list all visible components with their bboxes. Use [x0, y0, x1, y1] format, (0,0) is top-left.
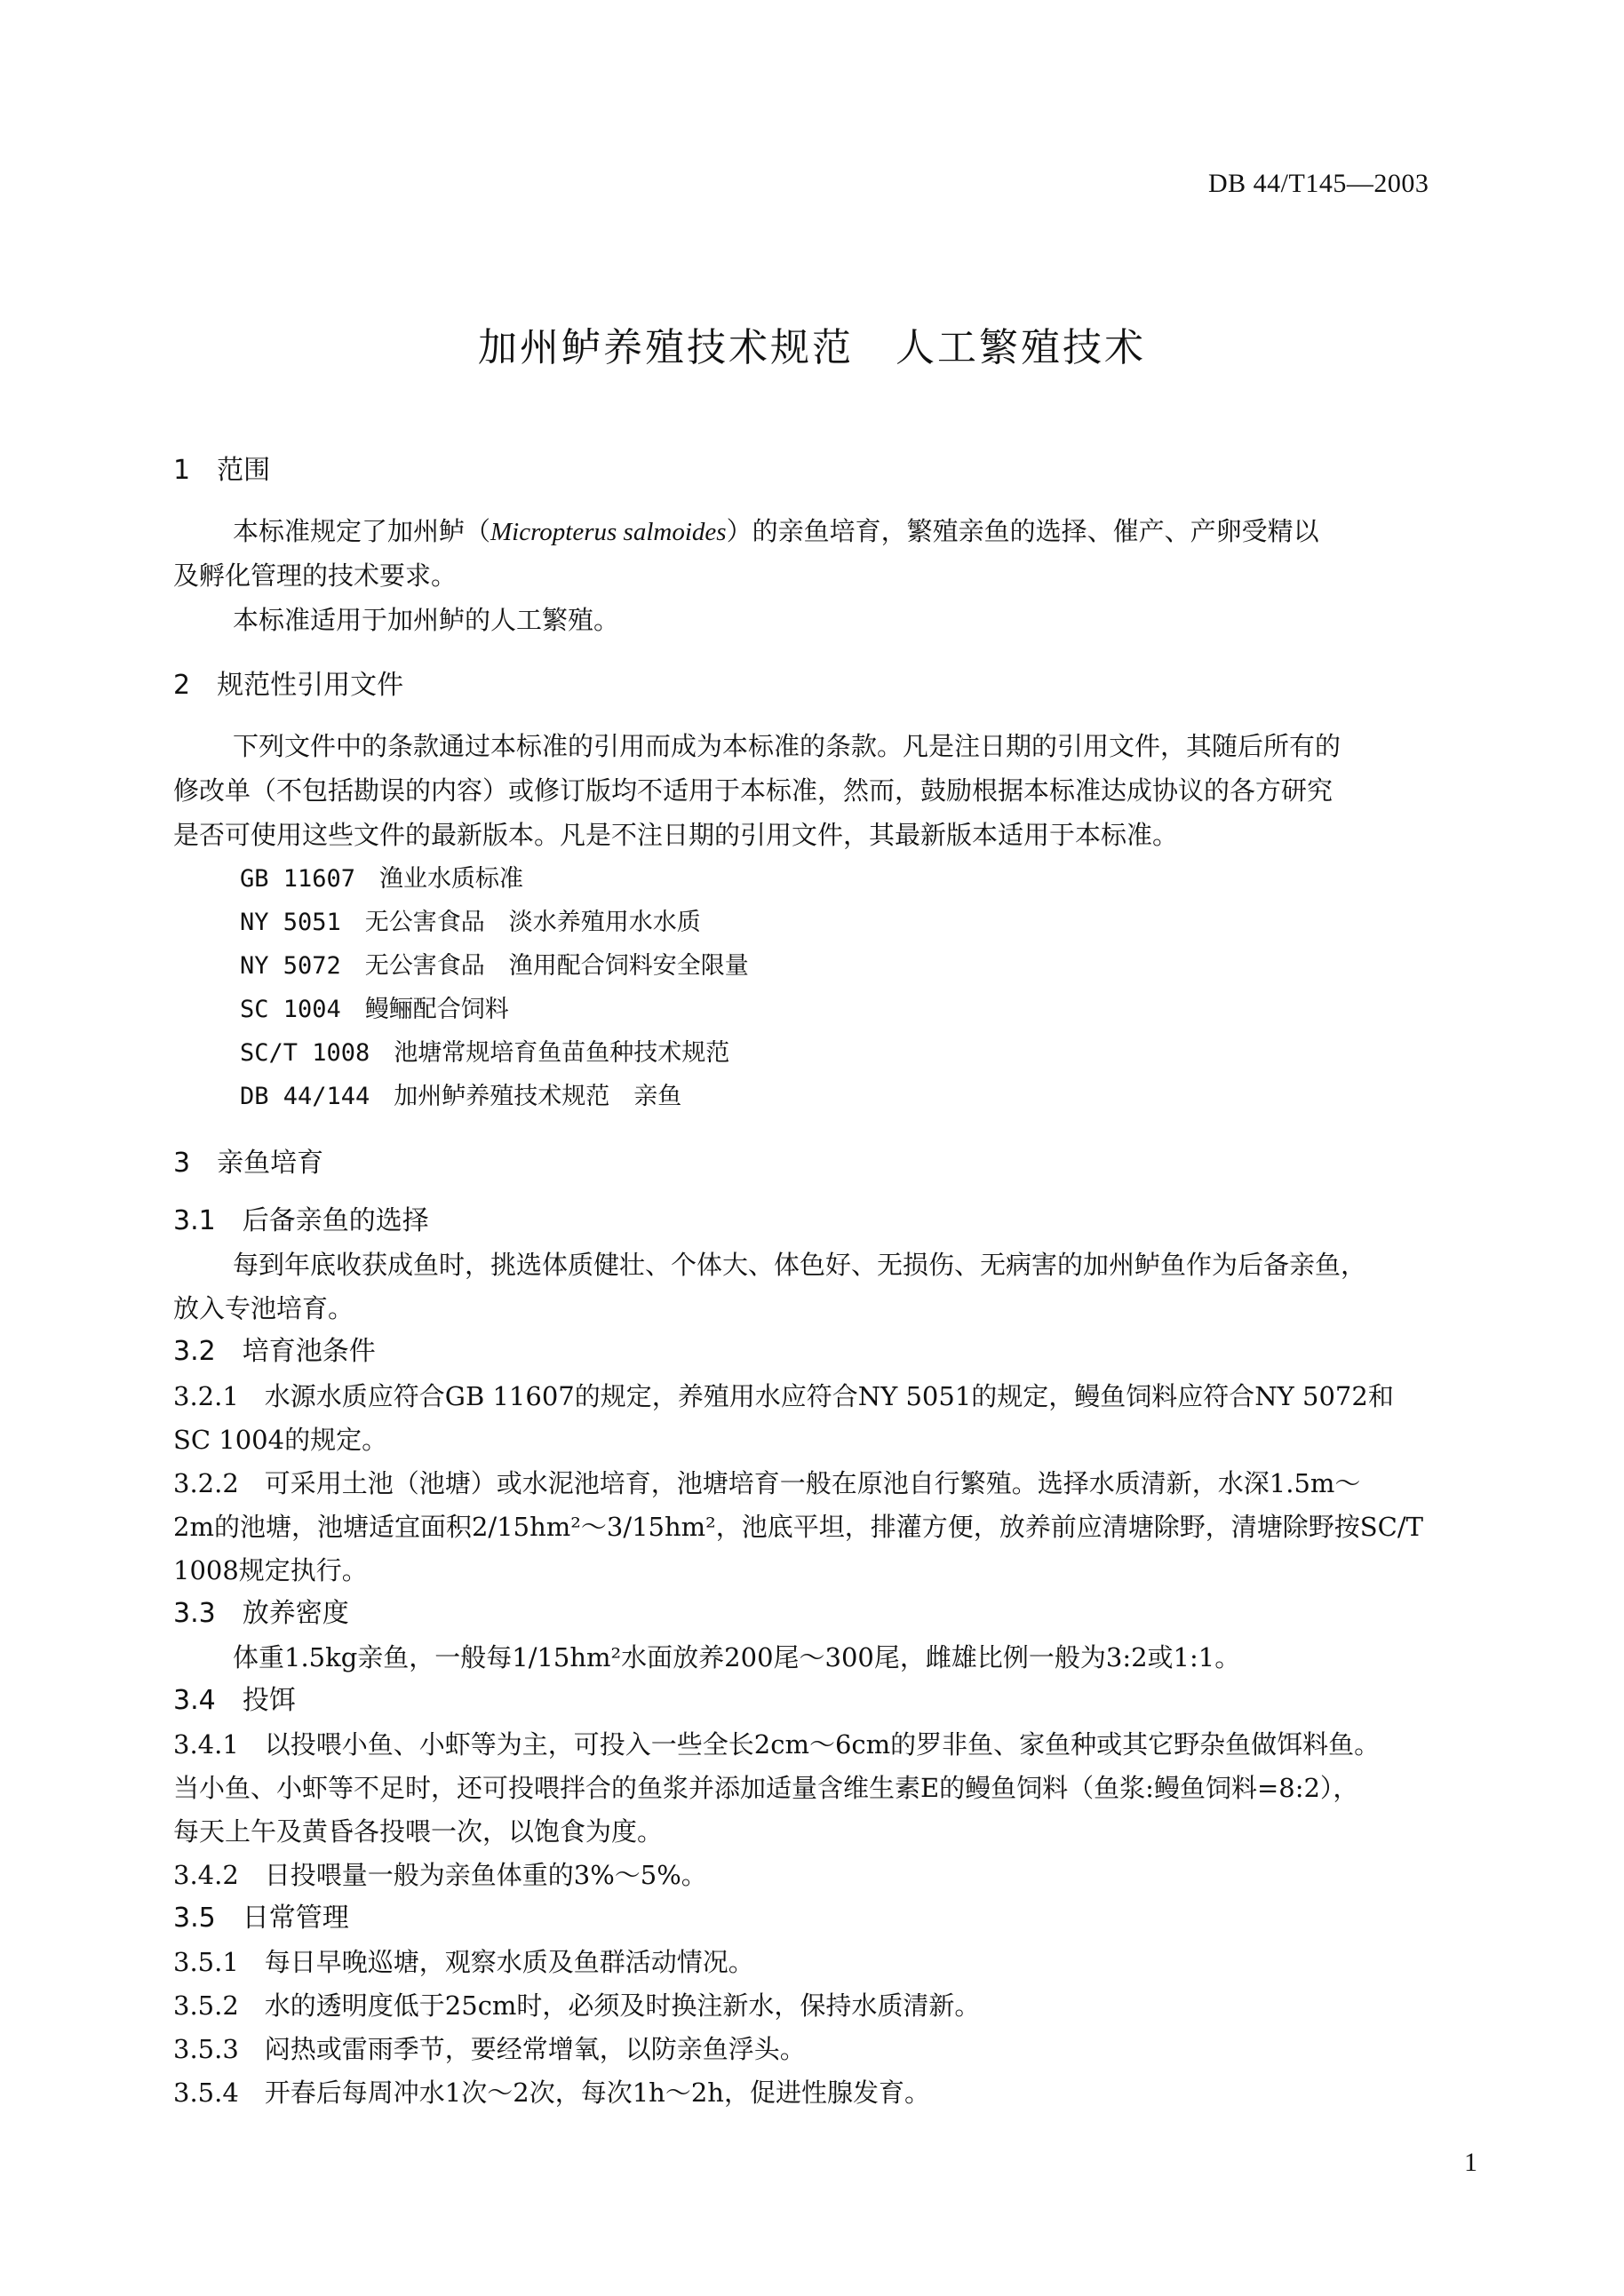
subsection-3-2-heading: 3.2 培育池条件 — [173, 1336, 376, 1367]
section-2-paragraph-line-3: 是否可使用这些文件的最新版本。凡是不注日期的引用文件，其最新版本适用于本标准。 — [173, 820, 1179, 850]
clause-3-5-3: 3.5.3 闷热或雷雨季节，要经常增氧，以防亲鱼浮头。 — [173, 2034, 806, 2064]
reference-item: SC/T 1008 池塘常规培育鱼苗鱼种技术规范 — [240, 1039, 730, 1067]
clause-3-2-2-cont: 2m的池塘，池塘适宜面积2/15hm²～3/15hm²，池底平坦，排灌方便，放养前应清塘除野，清塘除野按SC/T — [173, 1512, 1423, 1542]
section-2-paragraph-line-2: 修改单（不包括勘误的内容）或修订版均不适用于本标准，然而，鼓励根据本标准达成协议的各方研究 — [173, 775, 1333, 806]
clause-3-2-2: 3.2.2 可采用土池（池塘）或水泥池培育，池塘培育一般在原池自行繁殖。选择水质清新，水深1.5m～ — [173, 1468, 1361, 1498]
section-1-paragraph-2: 本标准适用于加州鲈的人工繁殖。 — [233, 605, 620, 635]
subsection-3-3-heading: 3.3 放养密度 — [173, 1598, 349, 1629]
reference-item: NY 5051 无公害食品 淡水养殖用水水质 — [240, 909, 701, 936]
clause-3-2-2-cont: 1008规定执行。 — [173, 1555, 368, 1585]
reference-item: NY 5072 无公害食品 渔用配合饲料安全限量 — [240, 952, 749, 980]
section-1-paragraph-1-cont: 及孵化管理的技术要求。 — [173, 560, 458, 591]
subsection-3-5-heading: 3.5 日常管理 — [173, 1903, 349, 1934]
clause-3-2-1: 3.2.1 水源水质应符合GB 11607的规定，养殖用水应符合NY 5051的规定，鳗鱼饲料应符合NY 5072和 — [173, 1381, 1394, 1411]
section-1-heading: 1 范围 — [173, 455, 271, 486]
page-title: 加州鲈养殖技术规范 人工繁殖技术 — [478, 325, 1146, 370]
clause-3-2-1-cont: SC 1004的规定。 — [173, 1425, 388, 1455]
clause-3-4-2: 3.4.2 日投喂量一般为亲鱼体重的3%～5%。 — [173, 1860, 707, 1890]
subsection-3-1-text-cont: 放入专池培育。 — [173, 1293, 354, 1323]
section-3-heading: 3 亲鱼培育 — [173, 1148, 324, 1179]
document-code: DB 44/T145—2003 — [1208, 169, 1429, 198]
section-2-heading: 2 规范性引用文件 — [173, 670, 404, 701]
subsection-3-3-text: 体重1.5kg亲鱼，一般每1/15hm²水面放养200尾～300尾，雌雄比例一般为3:2或1:1。 — [233, 1642, 1241, 1672]
reference-item: SC 1004 鳗鲡配合饲料 — [240, 996, 509, 1023]
clause-3-5-1: 3.5.1 每日早晚巡塘，观察水质及鱼群活动情况。 — [173, 1947, 754, 1977]
reference-item: GB 11607 渔业水质标准 — [240, 865, 524, 893]
page-number: 1 — [1464, 2148, 1477, 2177]
subsection-3-1-heading: 3.1 后备亲鱼的选择 — [173, 1205, 429, 1236]
clause-3-5-2: 3.5.2 水的透明度低于25cm时，必须及时换注新水，保持水质清新。 — [173, 1990, 981, 2021]
section-1-paragraph-1: 本标准规定了加州鲈（Micropterus salmoides）的亲鱼培育，繁殖亲鱼的选择、催产、产卵受精以 — [233, 516, 1319, 546]
clause-3-4-1-cont: 每天上午及黄昏各投喂一次，以饱食为度。 — [173, 1816, 664, 1847]
section-2-paragraph-line-1: 下列文件中的条款通过本标准的引用而成为本标准的条款。凡是注日期的引用文件，其随后所有的 — [233, 731, 1341, 761]
clause-3-4-1: 3.4.1 以投喂小鱼、小虾等为主，可投入一些全长2cm～6cm的罗非鱼、家鱼种或其它野杂鱼做饵料鱼。 — [173, 1729, 1381, 1760]
subsection-3-4-heading: 3.4 投饵 — [173, 1685, 296, 1716]
reference-item: DB 44/144 加州鲈养殖技术规范 亲鱼 — [240, 1083, 682, 1110]
clause-3-5-4: 3.5.4 开春后每周冲水1次～2次，每次1h～2h，促进性腺发育。 — [173, 2078, 930, 2108]
subsection-3-1-text: 每到年底收获成鱼时，挑选体质健壮、个体大、体色好、无损伤、无病害的加州鲈鱼作为后备亲鱼， — [233, 1250, 1367, 1280]
clause-3-4-1-cont: 当小鱼、小虾等不足时，还可投喂拌合的鱼浆并添加适量含维生素E的鳗鱼饲料（鱼浆:鳗鱼饲料=8:2）， — [173, 1773, 1359, 1803]
